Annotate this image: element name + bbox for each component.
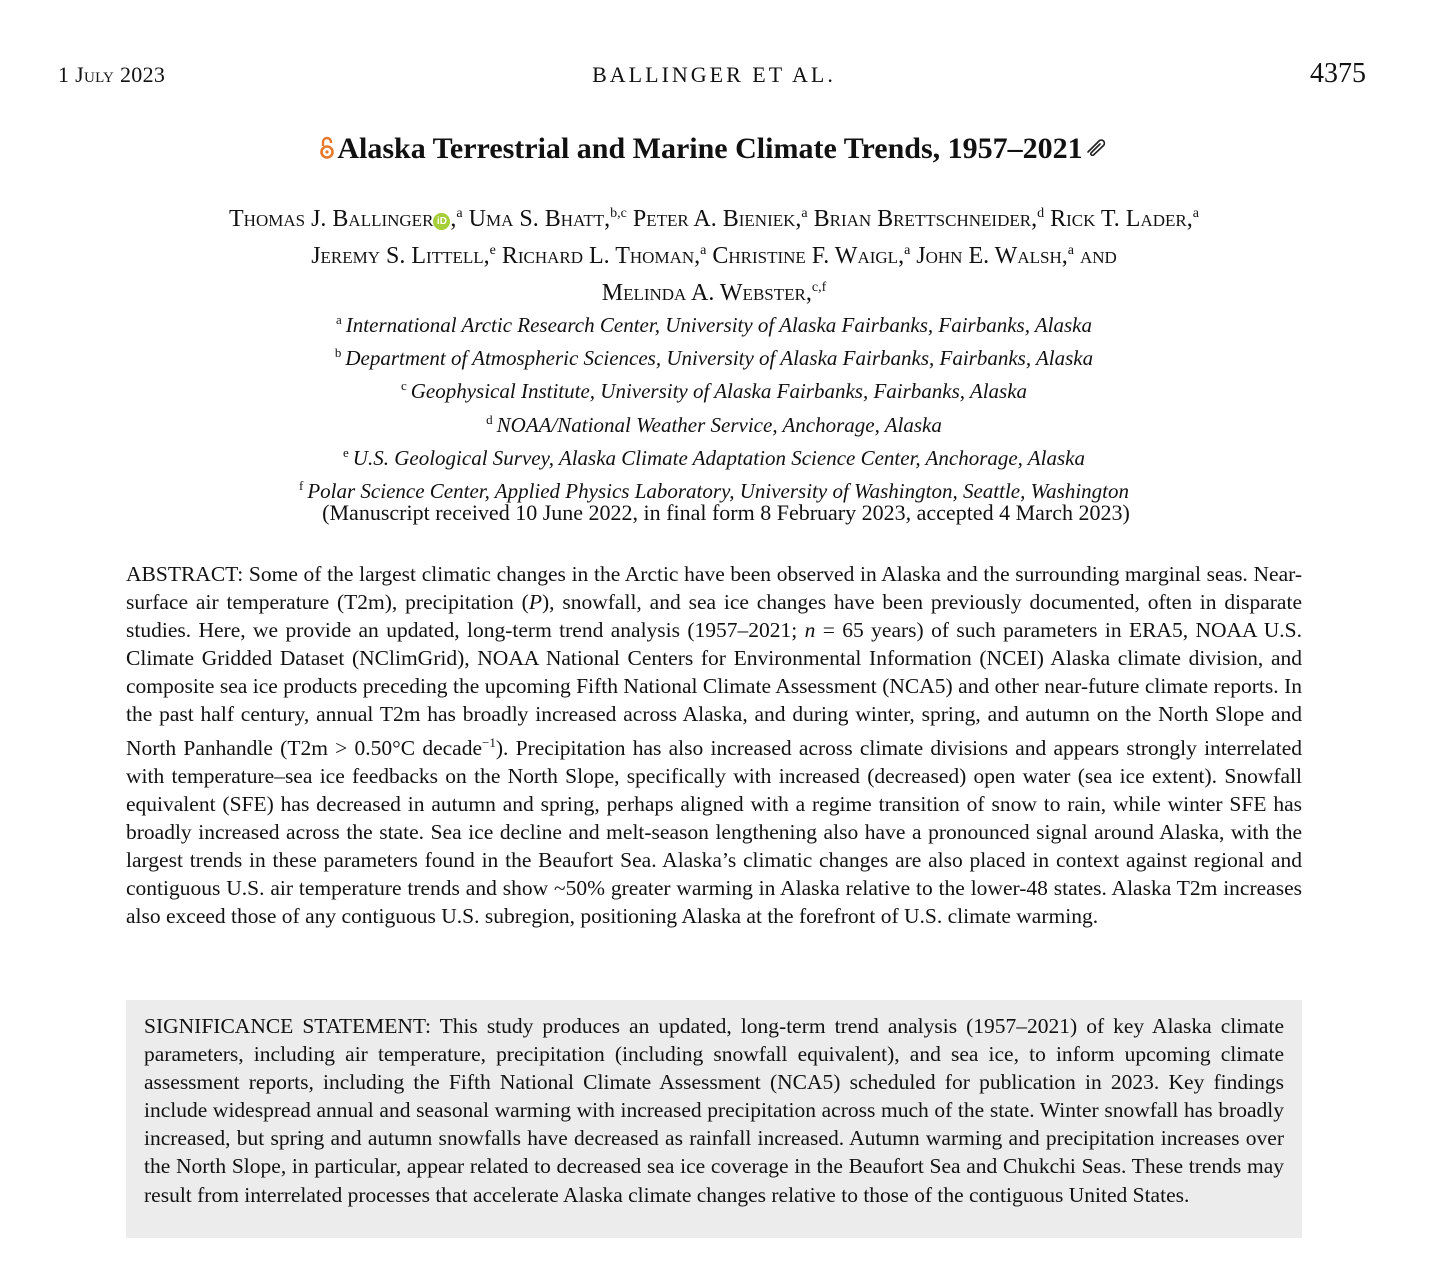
author-conjunction: and xyxy=(1079,243,1117,269)
author-affiliation-marker: c,f xyxy=(811,280,827,295)
abstract-text-1: Some of the largest climatic changes in the Arctic have been observed in Alaska and the surrounding marginal seas. Near-surface air temperature (T2m), precipitation ( xyxy=(126,562,1302,615)
author-affiliation-marker: d xyxy=(1037,206,1045,221)
author-name: Peter A. Bieniek xyxy=(632,206,796,232)
affiliation-line xyxy=(0,306,1428,339)
author-affiliation-marker: e xyxy=(489,243,496,258)
author-name: Uma S. Bhatt xyxy=(468,206,605,232)
precip-symbol: P xyxy=(528,590,542,615)
author-name: Thomas J. Ballinger xyxy=(229,206,434,232)
abstract-text-4: ). Precipitation has also increased across climate divisions and appears strongly interrelated with temperature–sea ice feedbacks on the North Slope, specifically with increased (decreased) open water (sea ice extent). Snowfall equivalent (SFE) has decreased in autumn and spring, perhaps aligned with a regime transition of snow to rain, while winter SFE has broadly increased across the state. Sea ice decline and melt-season lengthening also have a pronounced signal around Alaska, with the largest trends in these parameters found in the Beaufort Sea. Alaska’s climatic changes are also placed in context against regional and contiguous U.S. air temperature trends and show ~50% greater warming in Alaska relative to the lower-48 states. Alaska T2m increases also exceed those of any contiguous U.S. subregion, positioning Alaska at the forefront of U.S. climate warming. xyxy=(126,735,1302,929)
affiliation-marker: c xyxy=(400,378,407,394)
affiliation-marker: b xyxy=(334,345,342,361)
orcid-icon[interactable]: iD xyxy=(433,213,450,230)
issue-date: 1 July 2023 xyxy=(58,62,166,87)
affiliation-marker: e xyxy=(343,444,349,460)
decade-exponent: −1 xyxy=(482,734,496,750)
author-affiliation-marker: a xyxy=(700,243,707,258)
author-name: Christine F. Waigl xyxy=(712,243,899,269)
significance-label: SIGNIFICANCE STATEMENT: xyxy=(144,1014,431,1038)
affiliation-line xyxy=(0,439,1428,472)
abstract-text-2: ), snowfall, and sea ice changes have been previously documented, often in disparate studies. Here, we provide an updated, long-term trend analysis (1957–2021; xyxy=(126,590,1302,643)
author-list: Thomas J. Ballinger iD ,$^a$ Uma S. Bhatt,$^{b,c}$ Peter A. Bieniek,$^a$ Brian Brettschneider,$^d$ Rick T. Lader,$^a$ Jeremy S. Littell,$^e$ Richard L. Thoman,$^a$ Christine F. Waigl,$^a$ John E. Walsh,$^a$ and Melinda A. Webster,$^{c,f}$ xyxy=(229,206,1199,306)
affiliation-marker: a xyxy=(336,312,342,327)
affiliation-marker: d xyxy=(486,411,493,427)
affiliation-text: U.S. Geological Survey, Alaska Climate Adaptation Science Center, Anchorage, Alaska xyxy=(352,445,1085,470)
significance-text: This study produces an updated, long-term trend analysis (1957–2021) of key Alaska climate parameters, including air temperature, precipitation (including snowfall equivalent), and sea ice, to inform upcoming climate assessment reports, including the Fifth National Climate Assessment (NCA5) scheduled for publication in 2023. Key findings include widespread annual and seasonal warming with increased precipitation across much of the state. Winter snowfall has broadly increased, but spring and autumn snowfalls have decreased as rainfall increased. Autumn warming and precipitation increases over the North Slope, in particular, appear related to decreased sea ice coverage in the Beaufort Sea and Chukchi Seas. These trends may result from interrelated processes that accelerate Alaska climate changes relative to those of the contiguous United States. xyxy=(144,1014,1284,1207)
affiliations xyxy=(0,306,1428,505)
affiliation-text: Geophysical Institute, University of Alaska Fairbanks, Fairbanks, Alaska xyxy=(410,379,1028,404)
author-name: Melinda A. Webster xyxy=(601,280,806,306)
author-name: Brian Brettschneider xyxy=(813,206,1032,232)
open-access-icon[interactable] xyxy=(319,134,335,168)
manuscript-dates: (Manuscript received 10 June 2022, in final form 8 February 2023, accepted 4 March 2023) xyxy=(322,500,1130,525)
author-affiliation-marker: a xyxy=(904,243,911,258)
author-affiliation-marker: b,c xyxy=(610,206,627,221)
author-name: Rick T. Lader xyxy=(1050,206,1187,232)
author-affiliation-marker: a xyxy=(456,206,463,221)
affiliation-text: Department of Atmospheric Sciences, University of Alaska Fairbanks, Fairbanks, Alaska xyxy=(345,346,1094,371)
author-name: Jeremy S. Littell xyxy=(311,243,484,269)
author-affiliation-marker: a xyxy=(1192,206,1199,221)
running-head xyxy=(0,58,1456,98)
abstract-text-3: = 65 years) of such parameters in ERA5, NOAA U.S. Climate Gridded Dataset (NClimGrid), NOAA National Centers for Environmental Information (NCEI) Alaska climate division, and composite sea ice products preceding the upcoming Fifth National Climate Assessment (NCA5) and other near-future climate reports. In the past half century, annual T2m has broadly increased across Alaska, and during winter, spring, and autumn on the North Slope and North Panhandle (T2m > 0.50°C decade xyxy=(126,618,1302,760)
author-name: John E. Walsh xyxy=(916,243,1062,269)
page-number: 4375 xyxy=(1310,58,1366,89)
article-title xyxy=(0,130,1428,168)
affiliation-text: NOAA/National Weather Service, Anchorage, Alaska xyxy=(496,412,942,437)
author-affiliation-marker: a xyxy=(1067,243,1074,258)
significance-statement xyxy=(126,1000,1302,1238)
affiliation-text: International Arctic Research Center, University of Alaska Fairbanks, Fairbanks, Alaska xyxy=(345,313,1092,337)
affiliation-text: Polar Science Center, Applied Physics Laboratory, University of Washington, Seattle, Washington xyxy=(307,479,1129,504)
affiliation-marker: f xyxy=(299,478,304,494)
affiliation-line xyxy=(0,406,1428,439)
n-symbol: n xyxy=(804,618,816,643)
abstract-label: ABSTRACT: xyxy=(126,562,244,586)
abstract xyxy=(126,560,1302,930)
affiliation-line xyxy=(0,372,1428,405)
running-head-authors: BALLINGER ET AL. xyxy=(592,62,836,87)
affiliation-line xyxy=(0,339,1428,372)
title-text: Alaska Terrestrial and Marine Climate Trends, 1957–2021 xyxy=(337,132,1083,165)
paperclip-icon[interactable] xyxy=(1085,130,1109,164)
author-name: Richard L. Thoman xyxy=(501,243,695,269)
author-affiliation-marker: a xyxy=(801,206,808,221)
